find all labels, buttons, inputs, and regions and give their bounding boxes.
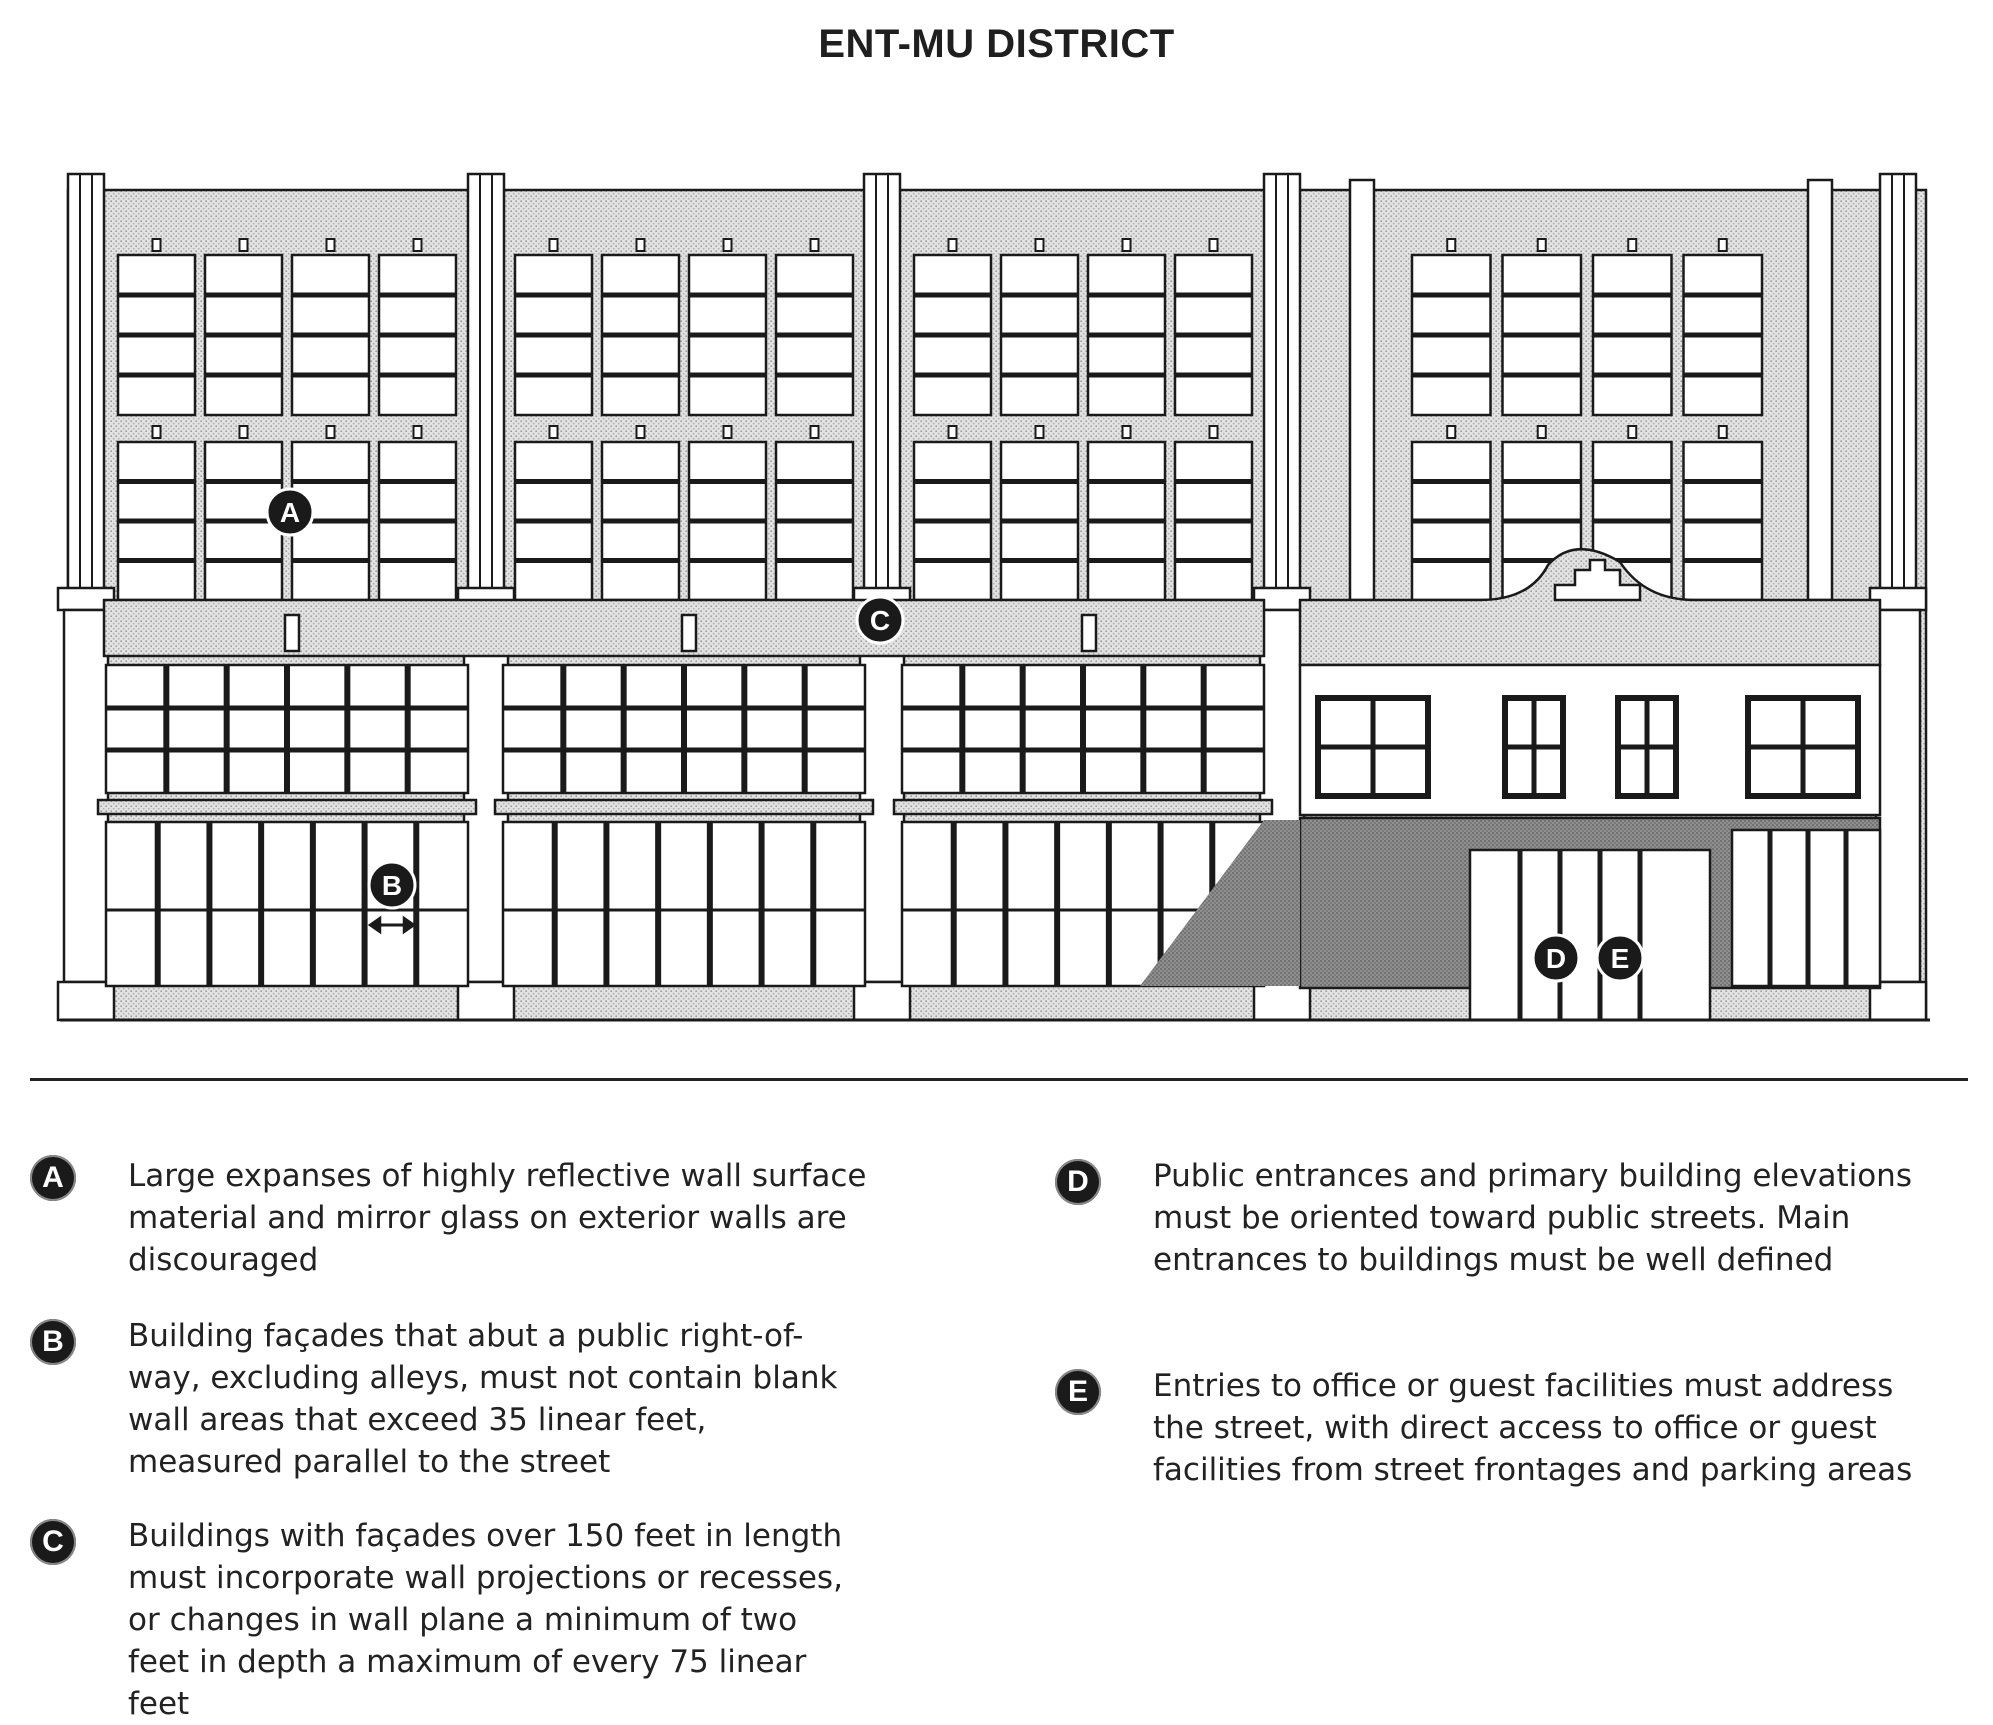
cornice-vent	[682, 615, 696, 651]
window-bracket	[153, 239, 161, 251]
window-bracket	[1538, 239, 1546, 251]
pilaster-lower	[860, 610, 904, 982]
window-bracket	[637, 426, 645, 438]
cornice-vent	[1082, 615, 1096, 651]
pilaster-lower	[1876, 610, 1920, 982]
window-bracket	[1123, 426, 1131, 438]
inner-pilaster	[1350, 180, 1374, 600]
window-bracket	[1719, 426, 1727, 438]
window-bracket	[414, 426, 422, 438]
window-bracket	[1036, 426, 1044, 438]
callout-b	[369, 862, 415, 908]
window-bracket	[240, 239, 248, 251]
storefront-sill	[894, 800, 1272, 814]
window-bracket	[327, 426, 335, 438]
callout-label: A	[279, 497, 301, 528]
pilaster-base	[58, 982, 114, 1020]
note-c-text: Buildings with façades over 150 feet in length must incorporate wall projections or recesses, or changes in wall plane a minimum of two feet in depth a maximum of every 75 linear feet	[128, 1518, 843, 1722]
callout-d	[1533, 935, 1579, 981]
callout-label: D	[1545, 943, 1567, 974]
window-bracket	[1628, 239, 1636, 251]
window-bracket	[811, 239, 819, 251]
window-bracket	[153, 426, 161, 438]
note-a-badge-icon: A	[30, 1155, 76, 1201]
divider-line	[30, 1078, 1968, 1081]
note-b	[30, 1315, 860, 1485]
diagram-title: ENT-MU DISTRICT	[818, 22, 1175, 66]
window-bracket	[811, 426, 819, 438]
note-a	[30, 1155, 867, 1285]
window-bracket	[550, 426, 558, 438]
window-bracket	[1210, 426, 1218, 438]
pilaster-upper	[68, 174, 104, 594]
inner-pilaster	[1808, 180, 1832, 600]
pilaster-upper	[468, 174, 504, 594]
note-c	[30, 1515, 860, 1722]
note-b-badge-icon: B	[30, 1319, 76, 1365]
note-d-text: Public entrances and primary building elevations must be oriented toward public streets. Main entrances to buildings must be well defined	[1153, 1158, 1912, 1278]
callout-c	[857, 597, 903, 643]
window-bracket	[637, 239, 645, 251]
note-d-badge-icon: D	[1055, 1159, 1101, 1205]
window-bracket	[1538, 426, 1546, 438]
storefront-sill	[98, 800, 476, 814]
window-bracket	[1447, 239, 1455, 251]
pilaster-upper	[864, 174, 900, 594]
window-bracket	[240, 426, 248, 438]
window-bracket	[949, 239, 957, 251]
pilaster-upper	[1880, 174, 1916, 594]
pilaster-upper	[1264, 174, 1300, 594]
note-b-text: Building façades that abut a public right-of-way, excluding alleys, must not contain blank wall areas that exceed 35 linear feet, measured parallel to the street	[128, 1318, 838, 1480]
note-e-text: Entries to office or guest facilities must address the street, with direct access to office or guest facilities from street frontages and parking areas	[1153, 1368, 1913, 1488]
window-bracket	[1123, 239, 1131, 251]
callout-label: C	[869, 605, 891, 636]
note-e-badge-icon: E	[1055, 1369, 1101, 1415]
window-bracket	[414, 239, 422, 251]
note-e	[1055, 1365, 1913, 1535]
note-d	[1055, 1155, 1912, 1325]
pilaster-lower	[64, 610, 108, 982]
callout-a	[267, 489, 313, 535]
window-bracket	[724, 426, 732, 438]
main-entrance-doors	[1470, 850, 1710, 1020]
note-a-text: Large expanses of highly reflective wall surface material and mirror glass on exterior walls are discouraged	[128, 1158, 867, 1278]
window-bracket	[1719, 239, 1727, 251]
pilaster-base	[458, 982, 514, 1020]
window-bracket	[1447, 426, 1455, 438]
window-bracket	[1210, 239, 1218, 251]
note-c-badge-icon: C	[30, 1519, 76, 1565]
window-bracket	[550, 239, 558, 251]
callout-e	[1597, 935, 1643, 981]
window-bracket	[1628, 426, 1636, 438]
window-bracket	[724, 239, 732, 251]
callout-label: E	[1610, 943, 1630, 974]
storefront-sill	[495, 800, 873, 814]
window-bracket	[949, 426, 957, 438]
callout-label: B	[381, 870, 403, 901]
building-elevation	[0, 160, 1993, 1040]
cornice-vent	[285, 615, 299, 651]
window-bracket	[1036, 239, 1044, 251]
pilaster-lower	[464, 610, 508, 982]
pilaster-base	[854, 982, 910, 1020]
window-bracket	[327, 239, 335, 251]
